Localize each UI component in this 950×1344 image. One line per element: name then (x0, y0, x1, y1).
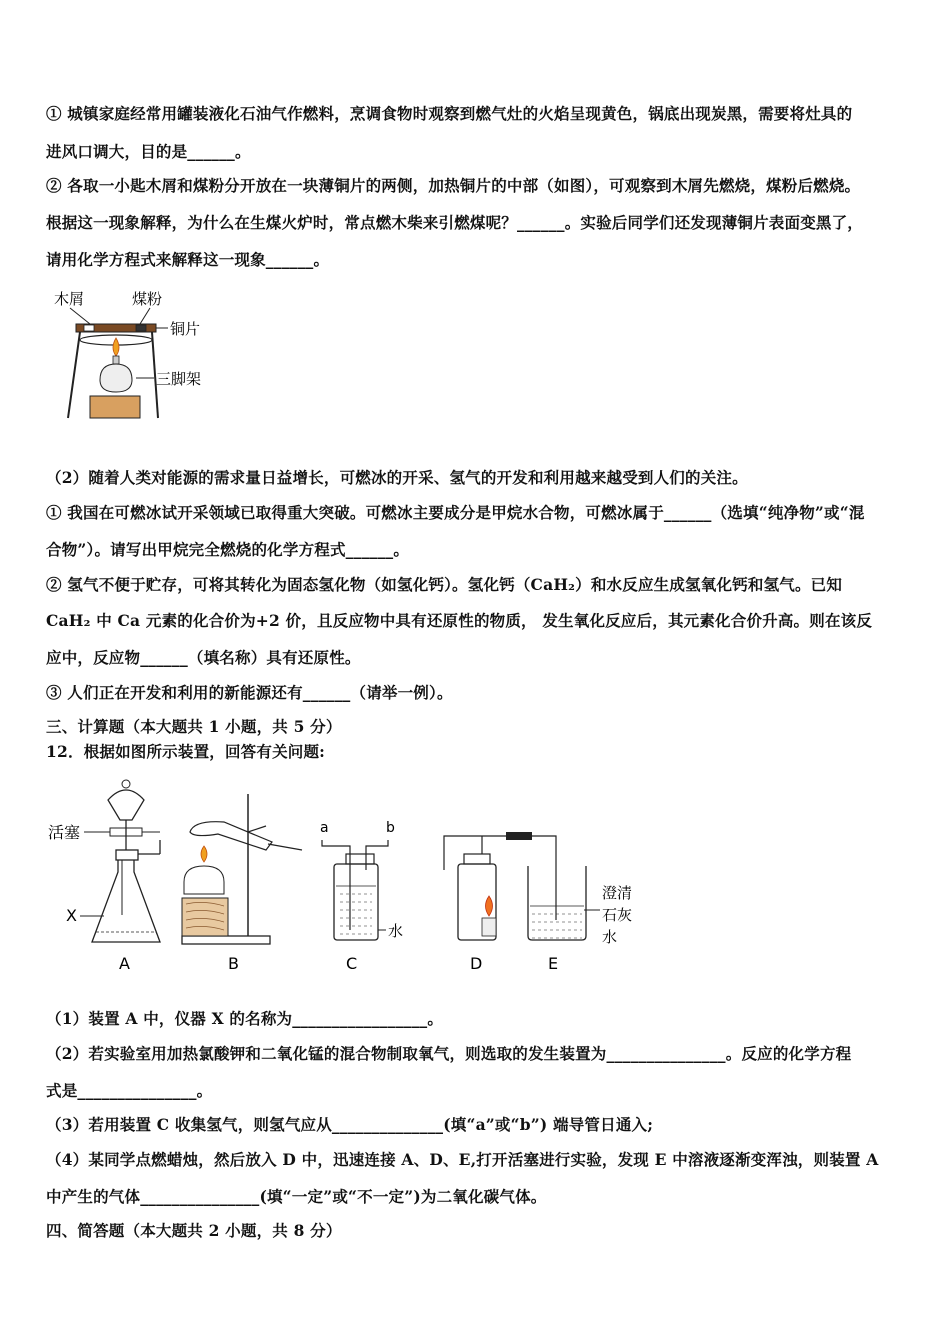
q12-s4-line2: 中产生的气体_______________(填“一定”或“不一定”)为二氧化碳气体。 (46, 1187, 547, 1206)
q2-p1-line2: 合物”）。请写出甲烷完全燃烧的化学方程式______。 (46, 540, 410, 559)
label-x: X (66, 906, 77, 925)
q12-s2-line1: （2）若实验室用加热氯酸钾和二氧化锰的混合物制取氧气，则选取的发生装置为_______________。反应的化学方程 (46, 1044, 852, 1063)
label-limewater-2: 石灰 (602, 906, 633, 924)
copper-plate-figure (50, 288, 230, 428)
label-a-apparatus: A (119, 954, 130, 973)
q2-p1-line1: ① 我国在可燃冰试开采领域已取得重大突破。可燃冰主要成分是甲烷水合物，可燃冰属于______（选填“纯净物”或“混 (46, 503, 865, 522)
label-a-tube: a (320, 820, 329, 836)
label-d-apparatus: D (470, 954, 483, 973)
q2-p2-line2: CaH₂ 中 Ca 元素的化合价为+2 价，且反应物中具有还原性的物质， 发生氧化反应后，其元素化合价升高。则在该反 (46, 611, 873, 630)
q1-p1-line1: ① 城镇家庭经常用罐装液化石油气作燃料，烹调食物时观察到燃气灶的火焰呈现黄色，锅底出现炭黑，需要将灶具的 (46, 104, 853, 123)
q2-intro: （2）随着人类对能源的需求量日益增长，可燃冰的开采、氢气的开发和利用越来越受到人们的关注。 (46, 468, 748, 487)
label-e-apparatus: E (548, 954, 559, 973)
label-stopcock: 活塞 (48, 823, 81, 842)
q1-p1-line2: 进风口调大，目的是______。 (46, 142, 251, 161)
q2-p2-line1: ② 氢气不便于贮存，可将其转化为固态氢化物（如氢化钙）。氢化钙（CaH₂）和水反应生成氢氧化钙和氢气。已知 (46, 575, 843, 594)
q2-p3: ③ 人们正在开发和利用的新能源还有______（请举一例）。 (46, 683, 453, 702)
label-water-c: 水 (388, 922, 404, 940)
q12-s1: （1）装置 A 中，仪器 X 的名称为_________________。 (46, 1009, 444, 1028)
q1-p2-line3: 请用化学方程式来解释这一现象______。 (46, 250, 330, 269)
q1-p2-line1: ② 各取一小匙木屑和煤粉分开放在一块薄铜片的两侧，加热铜片的中部（如图），可观察到木屑先燃烧，煤粉后燃烧。 (46, 176, 861, 195)
apparatus-figure (44, 770, 644, 980)
label-limewater-3: 水 (602, 928, 618, 946)
q1-p2-line2: 根据这一现象解释，为什么在生煤火炉时，常点燃木柴来引燃煤呢？______。实验后同学们还发现薄铜片表面变黑了， (46, 213, 864, 232)
label-coal: 煤粉 (132, 290, 163, 308)
label-c-apparatus: C (346, 954, 358, 973)
q2-p2-line3: 应中，反应物______（填名称）具有还原性。 (46, 648, 361, 667)
section3-heading: 三、计算题（本大题共 1 小题，共 5 分） (46, 717, 342, 736)
label-sawdust: 木屑 (54, 290, 85, 308)
label-copper: 铜片 (170, 320, 201, 338)
label-b-apparatus: B (228, 954, 239, 973)
label-tripod: 三脚架 (156, 370, 202, 388)
section4-heading: 四、简答题（本大题共 2 小题，共 8 分） (46, 1221, 342, 1240)
q12-s2-line2: 式是_______________。 (46, 1081, 213, 1100)
q12-title: 12．根据如图所示装置，回答有关问题: (46, 742, 326, 761)
label-limewater-1: 澄清 (602, 884, 633, 902)
q12-s3: （3）若用装置 C 收集氢气，则氢气应从______________(填“a”或“b”) 端导管日通入; (46, 1115, 654, 1134)
label-b-tube: b (386, 820, 395, 836)
q12-s4-line1: （4）某同学点燃蜡烛，然后放入 D 中，迅速连接 A、D、E,打开活塞进行实验，发现 E 中溶液逐渐变浑浊，则装置 A (46, 1150, 879, 1169)
